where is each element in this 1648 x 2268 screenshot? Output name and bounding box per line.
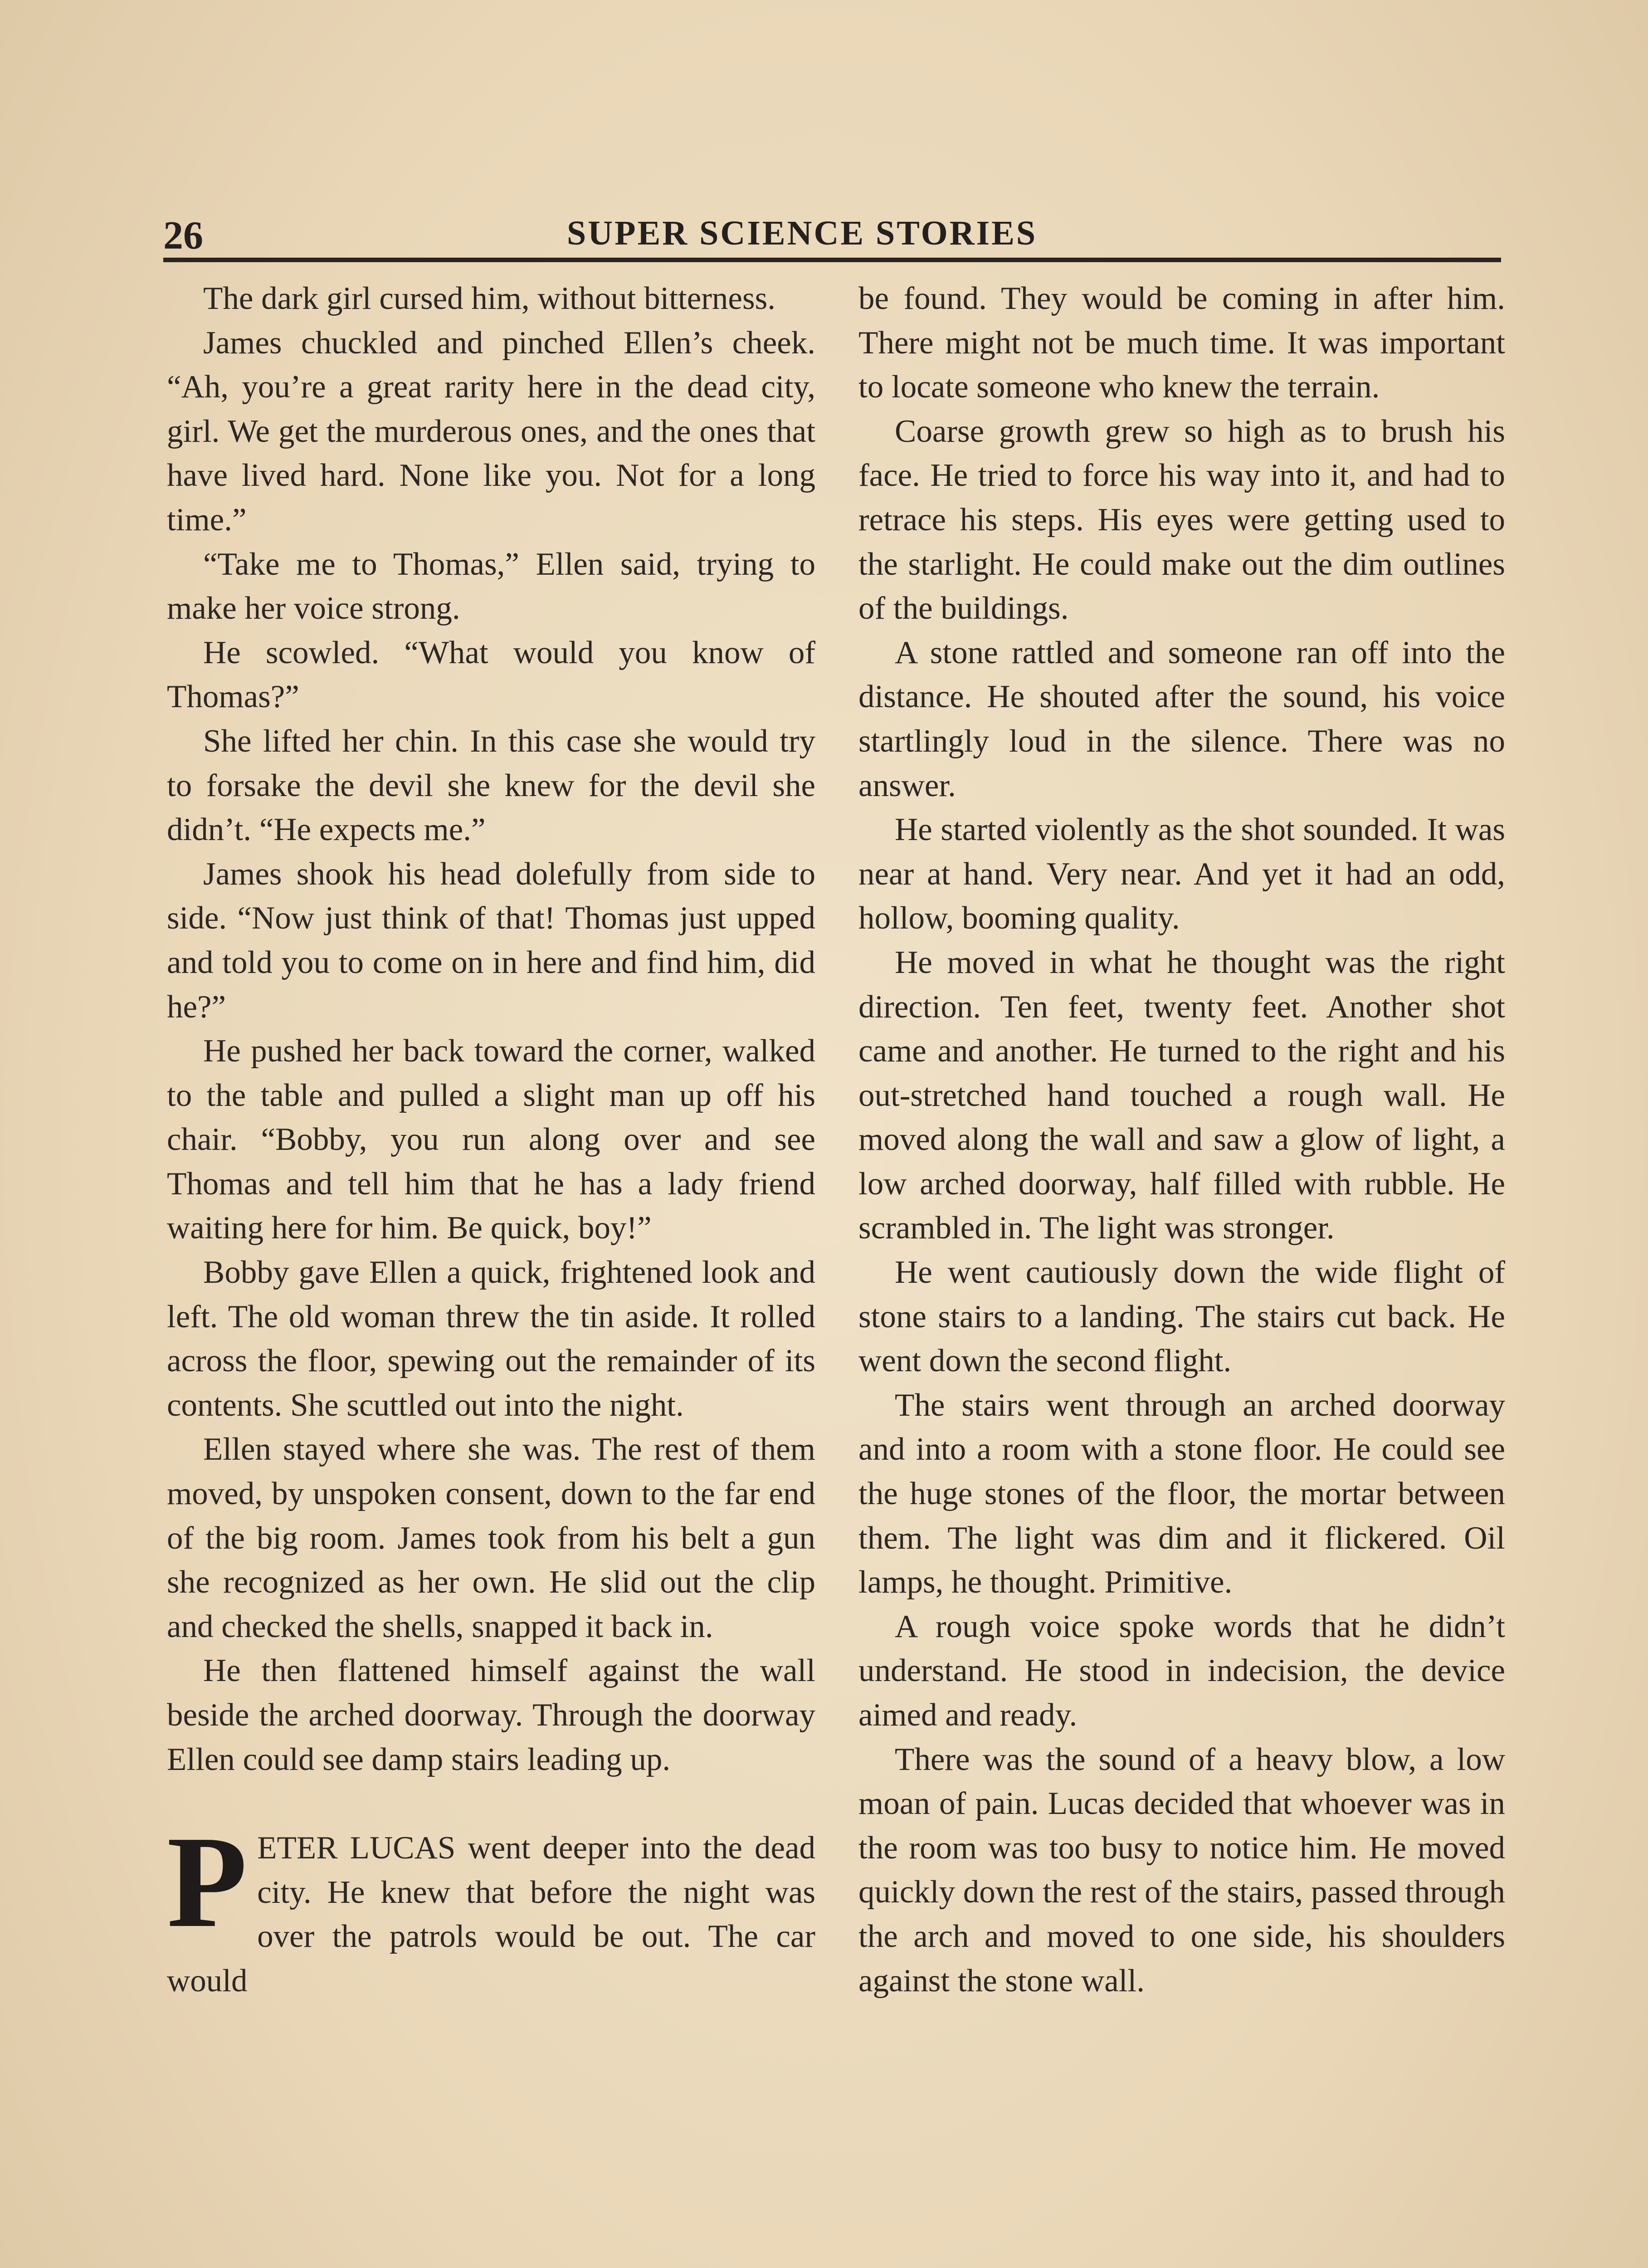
paragraph: He pushed her back toward the corner, walked to the table and pulled a slight man up off his chair. “Bobby, you run along over and see Thomas and tell him that he has a lady friend waiting here for him. Be quick, boy!” (167, 1033, 815, 1246)
page-number: 26 (163, 214, 203, 258)
paragraph: He then flattened himself against the wall beside the arched doorway. Through the doorway Ellen could see damp stairs leading up. (167, 1653, 815, 1777)
drop-cap: P (167, 1809, 248, 1955)
section-opening-paragraph (167, 1809, 815, 2003)
paragraph: James shook his head dolefully from side to side. “Now just think of that! Thomas just upped and told you to come on in here and find him, did he?” (167, 856, 815, 1025)
paragraph: “Take me to Thomas,” Ellen said, trying to make her voice strong. (167, 546, 815, 626)
paragraph: A stone rattled and someone ran off into the distance. He shouted after the sound, his voice startlingly loud in the silence. There was no answer. (858, 635, 1505, 803)
paragraph: He scowled. “What would you know of Thomas?” (167, 635, 815, 715)
paragraph: He moved in what he thought was the right direction. Ten feet, twenty feet. Another shot came and another. He turned to the right and his out-stretched hand touched a rough wall. He moved along the wall and saw a glow of light, a low arched doorway, half filled with rubble. He scrambled in. The light was stronger. (858, 944, 1505, 1246)
paragraph: The stairs went through an arched doorway and into a room with a stone floor. He could see the huge stones of the floor, the mortar between them. The light was dim and it flickered. Oil lamps, he thought. Primitive. (858, 1387, 1505, 1600)
paragraph: There was the sound of a heavy blow, a low moan of pain. Lucas decided that whoever was in the room was too busy to notice him. He moved quickly down the rest of the stairs, passed through the arch and moved to one side, his shoulders against the stone wall. (858, 1741, 1505, 1999)
paragraph: Coarse growth grew so high as to brush his face. He tried to force his way into it, and had to retrace his steps. His eyes were getting used to the starlight. He could make out the dim outlines of the buildings. (858, 413, 1505, 626)
paragraph: Bobby gave Ellen a quick, frightened look and left. The old woman threw the tin aside. It rolled across the floor, spewing out the remainder of its contents. She scuttled out into the night. (167, 1255, 815, 1423)
section-opening-text: ETER LUCAS went deeper into the dead city. He knew that before the night was over the patrols would be out. The car would (167, 1830, 815, 1999)
paragraph: James chuckled and pinched Ellen’s cheek. “Ah, you’re a great rarity here in the dead city, girl. We get the murderous ones, and the ones that have lived hard. None like you. Not for a long time.” (167, 325, 815, 538)
section-break-gap (167, 1782, 815, 1826)
paragraph: He went cautiously down the wide flight of stone stairs to a landing. The stairs cut back. He went down the second flight. (858, 1255, 1505, 1379)
paragraph: be found. They would be coming in after him. There might not be much time. It was important to locate someone who knew the terrain. (858, 281, 1505, 405)
page-header (163, 203, 1501, 262)
left-column (167, 277, 815, 2004)
paragraph: A rough voice spoke words that he didn’t understand. He stood in indecision, the device aimed and ready. (858, 1608, 1505, 1733)
running-title: SUPER SCIENCE STORIES (567, 214, 1038, 252)
paragraph: Ellen stayed where she was. The rest of them moved, by unspoken consent, down to the far end of the big room. James took from his belt a gun she recognized as her own. He slid out the clip and checked the shells, snapped it back in. (167, 1432, 815, 1644)
paragraph: The dark girl cursed him, without bitterness. (203, 281, 775, 316)
paragraph: He started violently as the shot sounded. It was near at hand. Very near. And yet it had an odd, hollow, booming quality. (858, 812, 1505, 936)
paragraph: She lifted her chin. In this case she would try to forsake the devil she knew for the devil she didn’t. “He expects me.” (167, 723, 815, 848)
right-column (858, 277, 1505, 2003)
